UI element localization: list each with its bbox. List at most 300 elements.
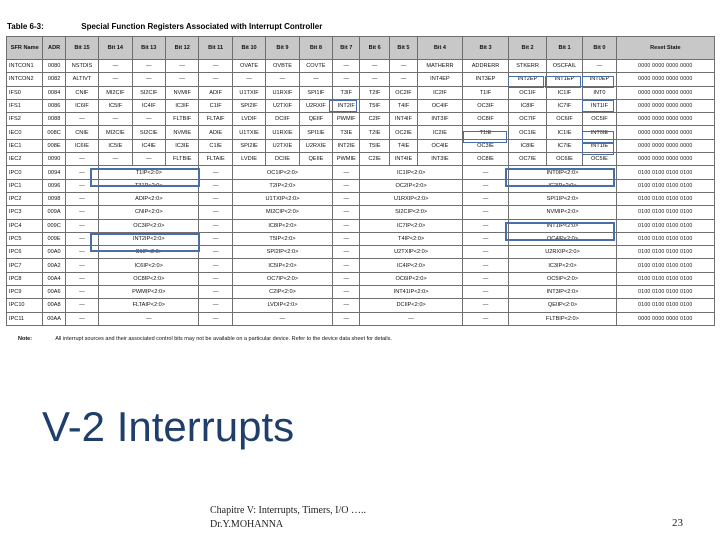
table-cell: NVMIE (166, 126, 199, 139)
table-cell: — (199, 246, 232, 259)
table-cell: T2IP<2:0> (232, 179, 332, 192)
table-cell: — (65, 259, 98, 272)
reset-state-cell: 0100 0100 0100 0100 (616, 286, 714, 299)
table-cell: ADDRERR (462, 60, 509, 73)
table-cell: U1TXIP<2:0> (232, 192, 332, 205)
table-cell: — (333, 219, 360, 232)
table-header-cell: Bit 12 (166, 37, 199, 60)
table-caption-title: Special Function Registers Associated with Interrupt Controller (81, 22, 323, 31)
table-cell: DCIIF (266, 113, 299, 126)
table-cell: OC4IE (418, 139, 463, 152)
table-cell: 00A4 (43, 272, 65, 285)
reset-state-cell: 0100 0100 0100 0100 (616, 192, 714, 205)
table-cell: DCIIP<2:0> (360, 299, 462, 312)
table-cell: COVTE (299, 60, 332, 73)
table-row (7, 232, 715, 245)
table-cell: DCIIE (266, 153, 299, 166)
reset-state-cell: 0000 0000 0000 0000 (616, 126, 714, 139)
table-cell: T31P<2:0> (99, 179, 199, 192)
page-number: 23 (672, 517, 683, 529)
table-cell: — (462, 179, 509, 192)
table-cell: C2IP<2:0> (232, 286, 332, 299)
table-header-cell: Bit 4 (418, 37, 463, 60)
table-cell: 008E (43, 139, 65, 152)
table-row (7, 272, 715, 285)
table-cell: — (389, 73, 417, 86)
table-cell: T5IF (360, 99, 389, 112)
table-cell: IC2IF (418, 86, 463, 99)
table-cell: C1IF (199, 99, 232, 112)
reset-state-cell: 0000 0000 0000 0000 (616, 86, 714, 99)
table-cell: OC3IP<2:0> (99, 219, 199, 232)
table-row (7, 113, 715, 126)
table-cell: INT3IE (418, 153, 463, 166)
table-cell: — (99, 113, 132, 126)
register-name-cell: IEC0 (7, 126, 43, 139)
table-cell: IC2IP<2:0> (509, 179, 616, 192)
table-cell: IC3IF (166, 99, 199, 112)
table-cell: INT1IF (583, 99, 616, 112)
table-cell: — (65, 219, 98, 232)
table-header-cell: Bit 1 (546, 37, 582, 60)
table-cell: T2IE (360, 126, 389, 139)
table-header-cell: ADR (43, 37, 65, 60)
table-note (18, 336, 392, 342)
table-header-cell: Bit 6 (360, 37, 389, 60)
table-cell: U1RXIE (266, 126, 299, 139)
table-cell: NVMIP<2:0> (509, 206, 616, 219)
table-cell: OC7IE (509, 153, 546, 166)
table-cell: — (199, 219, 232, 232)
register-name-cell: IPC3 (7, 206, 43, 219)
table-cell: OC6IF (546, 113, 582, 126)
reset-state-cell: 0000 0000 0000 0000 (616, 73, 714, 86)
reset-state-cell: 0100 0100 0100 0100 (616, 206, 714, 219)
table-cell: OC1IF (509, 86, 546, 99)
table-cell: — (199, 259, 232, 272)
table-cell: — (232, 312, 332, 325)
table-cell: SI2CIF (132, 86, 165, 99)
table-cell: — (389, 60, 417, 73)
table-cell: IC5IP<2:0> (232, 259, 332, 272)
table-cell: CNIF (65, 86, 98, 99)
table-cell: SI2CIE (132, 126, 165, 139)
table-header (7, 37, 715, 60)
table-cell: C1IP<2:0> (99, 246, 199, 259)
table-cell: MATHERR (418, 60, 463, 73)
table-header-cell: Bit 11 (199, 37, 232, 60)
table-cell: T1IP<2:0> (99, 166, 199, 179)
register-name-cell: INTCON1 (7, 60, 43, 73)
table-row (7, 166, 715, 179)
table-caption-number: Table 6-3: (7, 22, 44, 31)
table-cell: IC8IE (509, 139, 546, 152)
reset-state-cell: 0000 0000 0000 0000 (616, 153, 714, 166)
table-cell: OVATE (232, 60, 265, 73)
slide-footer (210, 504, 366, 532)
register-name-cell: IPC11 (7, 312, 43, 325)
table-cell: T3IF (333, 86, 360, 99)
table-cell: NVMIF (166, 86, 199, 99)
table-cell: OSCFAIL (546, 60, 582, 73)
table-cell: INT1IP<2:0> (509, 219, 616, 232)
table-cell: INT2IE (333, 139, 360, 152)
table-cell: MI2CIE (99, 126, 132, 139)
table-cell: — (462, 206, 509, 219)
table-cell: C2IE (360, 153, 389, 166)
table-cell: 00A2 (43, 259, 65, 272)
table-cell: C2IF (360, 113, 389, 126)
sfr-table (6, 36, 715, 326)
table-cell: NSTDIS (65, 60, 98, 73)
table-cell: — (65, 246, 98, 259)
table-row (7, 192, 715, 205)
table-row (7, 179, 715, 192)
table-cell: — (199, 60, 232, 73)
table-cell: 009E (43, 232, 65, 245)
table-cell: INT1EP (546, 73, 582, 86)
table-cell: — (65, 299, 98, 312)
table-cell: U1RXIP<2:0> (360, 192, 462, 205)
table-header-cell: Bit 8 (299, 37, 332, 60)
table-cell: U2RXIP<2:0> (509, 246, 616, 259)
table-cell: OVBTE (266, 60, 299, 73)
table-cell: — (65, 153, 98, 166)
table-row (7, 259, 715, 272)
slide-title: V-2 Interrupts (42, 403, 295, 450)
table-cell: FLTBIE (166, 153, 199, 166)
table-header-cell: Bit 3 (462, 37, 509, 60)
table-cell: — (99, 312, 199, 325)
table-cell: 0086 (43, 99, 65, 112)
table-cell: U2RXIE (299, 139, 332, 152)
register-name-cell: IFS0 (7, 86, 43, 99)
table-cell: OC1IE (509, 126, 546, 139)
register-name-cell: IPC9 (7, 286, 43, 299)
table-cell: — (333, 166, 360, 179)
table-cell: INT1IE (583, 139, 616, 152)
table-note-text: All interrupt sources and their associated control bits may not be available on a particular device. Refer to the device data sheet for details. (55, 336, 392, 342)
table-cell: IC1IP<2:0> (360, 166, 462, 179)
table-cell: — (462, 232, 509, 245)
table-cell: INT2IP<2:0> (99, 232, 199, 245)
table-cell: — (132, 153, 165, 166)
table-cell: T2IF (360, 86, 389, 99)
table-cell: — (462, 166, 509, 179)
table-cell: — (462, 246, 509, 259)
table-cell: IC2IE (418, 126, 463, 139)
table-cell: T4IE (389, 139, 417, 152)
table-cell: — (333, 272, 360, 285)
table-cell: PWMIF (333, 113, 360, 126)
table-cell: SPI2IF (232, 99, 265, 112)
table-row (7, 312, 715, 325)
table-cell: — (333, 299, 360, 312)
table-row (7, 299, 715, 312)
table-cell: — (333, 312, 360, 325)
table-cell: IC4IF (132, 99, 165, 112)
table-cell: — (333, 179, 360, 192)
table-cell: OC6IP<2:0> (360, 272, 462, 285)
table-cell: 0080 (43, 60, 65, 73)
table-cell: C1IE (199, 139, 232, 152)
table-cell: T4IP<2:0> (360, 232, 462, 245)
table-cell: — (299, 73, 332, 86)
table-cell: — (333, 206, 360, 219)
table-cell: OC7IF (509, 113, 546, 126)
table-cell: IC6IF (65, 99, 98, 112)
table-cell: 0088 (43, 113, 65, 126)
table-cell: MI2CIP<2:0> (232, 206, 332, 219)
table-cell: — (132, 113, 165, 126)
table-cell: — (65, 232, 98, 245)
table-cell: — (333, 60, 360, 73)
register-name-cell: INTCON2 (7, 73, 43, 86)
footer-chapter: Chapitre V: Interrupts, Timers, I/O ….. (210, 505, 367, 516)
table-cell: IC6IE (65, 139, 98, 152)
register-name-cell: IPC10 (7, 299, 43, 312)
table-cell: IC5IF (99, 99, 132, 112)
table-cell: IC7IF (546, 99, 582, 112)
table-cell: PWMIP<2:0> (99, 286, 199, 299)
table-cell: T1IE (462, 126, 509, 139)
table-cell: U2RXIF (299, 99, 332, 112)
table-cell: — (65, 113, 98, 126)
table-cell: — (360, 312, 462, 325)
table-cell: OC3IE (462, 139, 509, 152)
table-row (7, 153, 715, 166)
table-cell: U1RXIF (266, 86, 299, 99)
table-cell: OC1IP<2:0> (232, 166, 332, 179)
table-cell: 00A8 (43, 299, 65, 312)
register-name-cell: IFS1 (7, 99, 43, 112)
table-cell: — (333, 232, 360, 245)
register-name-cell: IPC6 (7, 246, 43, 259)
table-cell: — (199, 232, 232, 245)
table-header-cell: SFR Name (7, 37, 43, 60)
table-cell: 0084 (43, 86, 65, 99)
table-cell: OC5IF (583, 113, 616, 126)
register-name-cell: IPC7 (7, 259, 43, 272)
reset-state-cell: 0100 0100 0100 0100 (616, 219, 714, 232)
table-body (7, 60, 715, 326)
table-cell: T1IF (462, 86, 509, 99)
table-cell: PWMIE (333, 153, 360, 166)
reset-state-cell: 0100 0100 0100 0100 (616, 179, 714, 192)
table-cell: 0098 (43, 192, 65, 205)
table-cell: — (65, 286, 98, 299)
table-cell: MI2CIF (99, 86, 132, 99)
table-cell: — (333, 192, 360, 205)
table-cell: INT2IF (333, 99, 360, 112)
table-cell: LVDIP<2:0> (232, 299, 332, 312)
register-name-cell: IEC1 (7, 139, 43, 152)
table-cell: QEIIF (299, 113, 332, 126)
table-cell: T4IF (389, 99, 417, 112)
table-cell: OC8IE (462, 153, 509, 166)
table-cell: FLTBIF (166, 113, 199, 126)
table-cell: FLTAIF (199, 113, 232, 126)
table-cell: OC4IF (418, 99, 463, 112)
table-cell: ADIF (199, 86, 232, 99)
table-row (7, 139, 715, 152)
table-cell: — (65, 272, 98, 285)
register-name-cell: IPC0 (7, 166, 43, 179)
table-cell: IC5IE (99, 139, 132, 152)
table-cell: 0082 (43, 73, 65, 86)
register-name-cell: IPC4 (7, 219, 43, 232)
table-header-cell: Bit 9 (266, 37, 299, 60)
table-cell: OC2IF (389, 86, 417, 99)
table-cell: — (199, 299, 232, 312)
table-row (7, 126, 715, 139)
table-cell: IC4IP<2:0> (360, 259, 462, 272)
table-cell: IC7IE (546, 139, 582, 152)
reset-state-cell: 0100 0100 0100 0100 (616, 299, 714, 312)
table-cell: STKERR (509, 60, 546, 73)
table-header-cell: Bit 0 (583, 37, 616, 60)
table-cell: SPI2IE (232, 139, 265, 152)
table-cell: INT3IF (418, 113, 463, 126)
table-cell: — (99, 60, 132, 73)
table-cell: T3IE (333, 126, 360, 139)
table-cell: OC5IE (583, 153, 616, 166)
table-cell: — (462, 192, 509, 205)
table-header-cell: Bit 7 (333, 37, 360, 60)
table-cell: — (266, 73, 299, 86)
table-cell: — (462, 219, 509, 232)
table-header-cell: Bit 5 (389, 37, 417, 60)
table-cell: IC3IE (166, 139, 199, 152)
table-cell: SI2CIP<2:0> (360, 206, 462, 219)
table-cell: OC8IF (462, 113, 509, 126)
table-row (7, 99, 715, 112)
table-cell: — (333, 246, 360, 259)
table-cell: T5IP<2:0> (232, 232, 332, 245)
table-cell: — (232, 73, 265, 86)
table-cell: — (333, 73, 360, 86)
table-row (7, 286, 715, 299)
reset-state-cell: 0100 0100 0100 0100 (616, 232, 714, 245)
table-cell: OC5IP<2:0> (509, 272, 616, 285)
table-cell: — (333, 286, 360, 299)
table-cell: — (199, 206, 232, 219)
table-header-cell: Bit 2 (509, 37, 546, 60)
table-caption (7, 22, 322, 31)
reset-state-cell: 0100 0100 0100 0100 (616, 259, 714, 272)
table-cell: — (65, 206, 98, 219)
table-cell: INT0EP (583, 73, 616, 86)
table-row (7, 73, 715, 86)
table-cell: — (462, 286, 509, 299)
table-cell: CNIP<2:0> (99, 206, 199, 219)
table-cell: U2TXIE (266, 139, 299, 152)
table-cell: — (462, 272, 509, 285)
table-cell: INT3IP<2:0> (509, 286, 616, 299)
register-name-cell: IPC8 (7, 272, 43, 285)
table-cell: IC7IP<2:0> (360, 219, 462, 232)
table-cell: IC8IF (509, 99, 546, 112)
table-row (7, 86, 715, 99)
register-name-cell: IFS2 (7, 113, 43, 126)
table-cell: U1TXIE (232, 126, 265, 139)
table-cell: — (199, 166, 232, 179)
table-cell: ADIE (199, 126, 232, 139)
table-cell: IC4IE (132, 139, 165, 152)
table-cell: INT0 (583, 86, 616, 99)
table-cell: — (462, 299, 509, 312)
table-cell: OC4IP<2:0> (509, 232, 616, 245)
table-cell: IC1IE (546, 126, 582, 139)
table-cell: FLTAIP<2:0> (99, 299, 199, 312)
table-row (7, 246, 715, 259)
table-cell: T5IE (360, 139, 389, 152)
table-cell: LVDIE (232, 153, 265, 166)
reset-state-cell: 0000 0000 0000 0000 (616, 139, 714, 152)
table-cell: — (360, 60, 389, 73)
table-cell: — (199, 272, 232, 285)
table-cell: — (132, 60, 165, 73)
table-cell: U2TXIP<2:0> (360, 246, 462, 259)
table-cell: — (199, 312, 232, 325)
table-cell: OC2IP<2:0> (360, 179, 462, 192)
table-header-cell: Bit 15 (65, 37, 98, 60)
reset-state-cell: 0100 0100 0100 0100 (616, 246, 714, 259)
table-cell: INT41IP<2:0> (360, 286, 462, 299)
table-header-cell: Bit 14 (99, 37, 132, 60)
table-cell: 00AA (43, 312, 65, 325)
register-name-cell: IEC2 (7, 153, 43, 166)
table-cell: IC1IF (546, 86, 582, 99)
table-cell: — (132, 73, 165, 86)
table-cell: — (65, 179, 98, 192)
table-cell: OC2IE (389, 126, 417, 139)
table-cell: INT0IP<2:0> (509, 166, 616, 179)
table-cell: 009C (43, 219, 65, 232)
table-cell: SPI1IP<2:0> (509, 192, 616, 205)
table-cell: 00A6 (43, 286, 65, 299)
table-cell: ADIP<2:0> (99, 192, 199, 205)
table-cell: OC8IP<2:0> (99, 272, 199, 285)
table-cell: 0096 (43, 179, 65, 192)
table-cell: — (199, 192, 232, 205)
table-cell: — (462, 259, 509, 272)
table-cell: — (199, 179, 232, 192)
table-cell: INT4EP (418, 73, 463, 86)
table-cell: INT3EP (462, 73, 509, 86)
table-cell: — (99, 73, 132, 86)
table-cell: INT4IE (389, 153, 417, 166)
table-cell: — (99, 153, 132, 166)
footer-author: Dr.Y.MOHANNA (210, 519, 284, 530)
register-name-cell: IPC1 (7, 179, 43, 192)
table-cell: QEIIP<2:0> (509, 299, 616, 312)
table-cell: — (199, 286, 232, 299)
table-cell: INT0IE (583, 126, 616, 139)
reset-state-cell: 0000 0000 0000 0000 (616, 60, 714, 73)
table-cell: INT2EP (509, 73, 546, 86)
reset-state-cell: 0000 0000 0000 0000 (616, 113, 714, 126)
table-cell: QEIIE (299, 153, 332, 166)
table-cell: — (65, 192, 98, 205)
table-cell: INT4IF (389, 113, 417, 126)
table-note-label: Note: (18, 336, 33, 342)
table-cell: SPI1IE (299, 126, 332, 139)
table-cell: — (199, 73, 232, 86)
reset-state-cell: 0100 0100 0100 0100 (616, 166, 714, 179)
table-cell: OC3IF (462, 99, 509, 112)
table-row (7, 206, 715, 219)
